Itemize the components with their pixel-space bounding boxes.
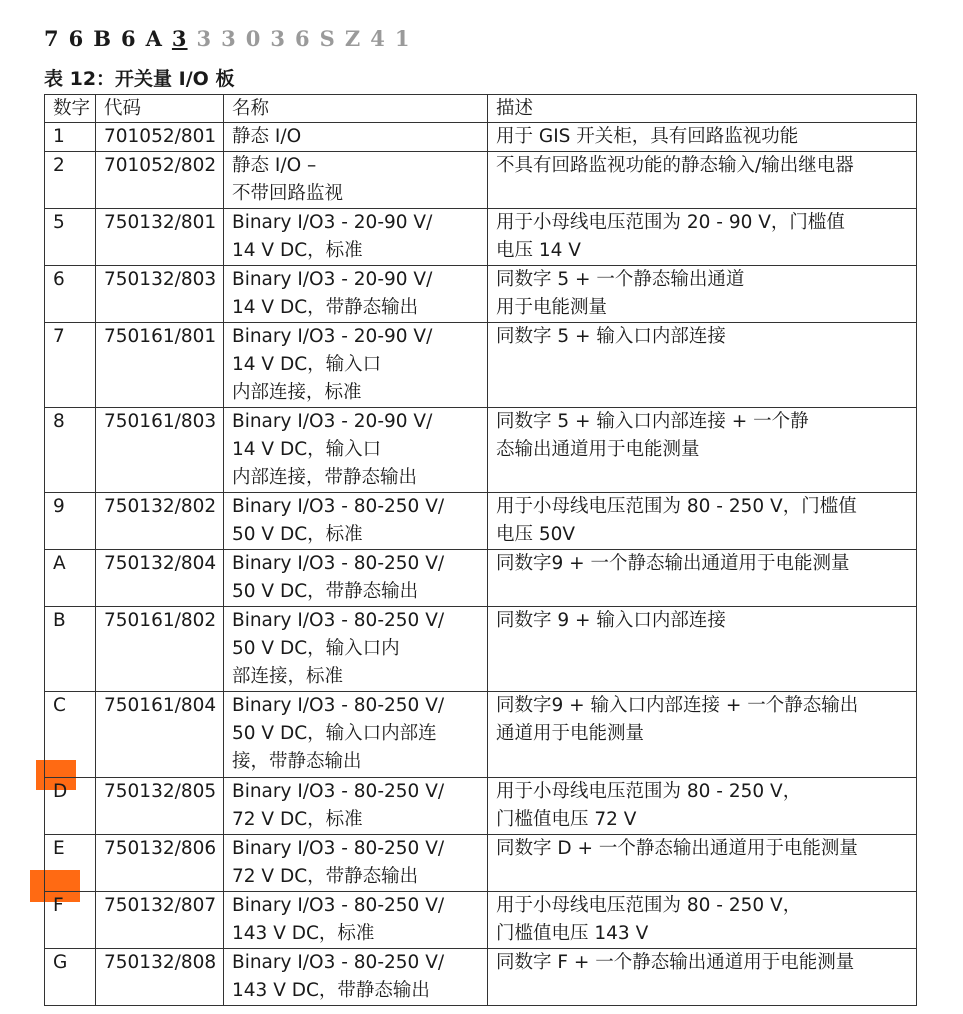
cell-code: [96, 123, 224, 152]
header-name: 名称: [224, 95, 488, 123]
table-row: [45, 778, 917, 835]
table-row: [45, 692, 917, 778]
code-text: 750132/807: [104, 895, 217, 916]
description-line: 同数字 5 + 输入口内部连接 + 一个静: [496, 411, 809, 432]
code-text: 750161/801: [104, 326, 217, 347]
table-row: [45, 266, 917, 323]
table-row: [45, 323, 917, 408]
cell-description: [488, 123, 917, 152]
cell-digit: [45, 209, 96, 266]
digit-text: 1: [53, 126, 65, 147]
order-code-pending-char: 3: [270, 26, 287, 51]
cell-description: [488, 692, 917, 778]
order-code-char: 6: [68, 26, 85, 51]
cell-name: [224, 949, 488, 1006]
description-line: 态输出通道用于电能测量: [496, 439, 700, 460]
order-code-pending-char: 0: [245, 26, 262, 51]
table-row: [45, 550, 917, 607]
name-line: Binary I/O3 - 20-90 V/: [232, 269, 433, 290]
name-line: 14 V DC，输入口: [232, 439, 382, 460]
description-line: 同数字 5 + 一个静态输出通道: [496, 269, 745, 290]
digit-text: B: [53, 610, 66, 631]
name-line: Binary I/O3 - 80-250 V/: [232, 781, 445, 802]
cell-description: [488, 408, 917, 493]
digit-text: F: [53, 895, 64, 916]
cell-digit: [45, 123, 96, 152]
code-text: 750132/806: [104, 838, 217, 859]
code-text: 750132/805: [104, 781, 217, 802]
cell-digit: [45, 949, 96, 1006]
table-row: [45, 835, 917, 892]
name-line: 内部连接，标准: [232, 382, 362, 403]
digit-text: E: [53, 838, 65, 859]
description-line: 用于小母线电压范围为 80 - 250 V，门槛值: [496, 496, 857, 517]
cell-digit: [45, 493, 96, 550]
cell-code: [96, 607, 224, 692]
digit-text: 7: [53, 326, 65, 347]
digit-text: A: [53, 553, 66, 574]
name-line: 50 V DC，带静态输出: [232, 581, 419, 602]
binary-io-table: [44, 94, 917, 1006]
name-line: Binary I/O3 - 80-250 V/: [232, 695, 445, 716]
cell-description: [488, 266, 917, 323]
description-line: 电压 50V: [496, 524, 576, 545]
name-line: Binary I/O3 - 20-90 V/: [232, 212, 433, 233]
description-line: 用于小母线电压范围为 80 - 250 V，: [496, 781, 802, 802]
header-code: 代码: [96, 95, 224, 123]
description-line: 电压 14 V: [496, 240, 581, 261]
cell-code: [96, 550, 224, 607]
description-line: 同数字 F + 一个静态输出通道用于电能测量: [496, 952, 855, 973]
order-code-pending-char: 3: [221, 26, 237, 51]
description-line: 用于 GIS 开关柜，具有回路监视功能: [496, 126, 799, 147]
name-line: 50 V DC，标准: [232, 524, 363, 545]
name-line: 50 V DC，输入口内: [232, 638, 400, 659]
digit-text: 5: [53, 212, 65, 233]
cell-name: [224, 408, 488, 493]
description-line: 同数字 D + 一个静态输出通道用于电能测量: [496, 838, 858, 859]
code-text: 750161/804: [104, 695, 217, 716]
description-line: 用于小母线电压范围为 80 - 250 V，: [496, 895, 802, 916]
name-line: Binary I/O3 - 80-250 V/: [232, 895, 445, 916]
cell-name: [224, 123, 488, 152]
table-header-row: [45, 95, 917, 123]
digit-text: G: [53, 952, 68, 973]
description-line: 用于电能测量: [496, 297, 608, 318]
description-line: 同数字 5 + 输入口内部连接: [496, 326, 726, 347]
table-title: 表 12：开关量 I/O 板: [44, 68, 235, 90]
table-row: [45, 408, 917, 493]
table-row: [45, 152, 917, 209]
code-text: 750132/808: [104, 952, 217, 973]
description-line: 同数字9 + 一个静态输出通道用于电能测量: [496, 553, 850, 574]
order-code-char: 7: [44, 26, 60, 51]
order-code-char: A: [145, 26, 163, 51]
description-line: 同数字9 + 输入口内部连接 + 一个静态输出: [496, 695, 859, 716]
digit-text: 8: [53, 411, 65, 432]
code-text: 701052/802: [104, 155, 217, 176]
digit-text: D: [53, 781, 68, 802]
code-text: 750132/803: [104, 269, 217, 290]
cell-code: [96, 892, 224, 949]
cell-digit: [45, 152, 96, 209]
name-line: Binary I/O3 - 80-250 V/: [232, 496, 445, 517]
cell-code: [96, 493, 224, 550]
name-line: 静态 I/O: [232, 126, 302, 147]
cell-name: [224, 692, 488, 778]
cell-code: [96, 835, 224, 892]
name-line: Binary I/O3 - 80-250 V/: [232, 610, 445, 631]
cell-description: [488, 323, 917, 408]
digit-text: 6: [53, 269, 65, 290]
description-line: 同数字 9 + 输入口内部连接: [496, 610, 726, 631]
cell-name: [224, 209, 488, 266]
cell-description: [488, 892, 917, 949]
name-line: 14 V DC，标准: [232, 240, 363, 261]
name-line: 72 V DC，带静态输出: [232, 866, 419, 887]
cell-description: [488, 209, 917, 266]
order-code: [44, 26, 410, 51]
name-line: 50 V DC，输入口内部连: [232, 723, 437, 744]
code-text: 750161/803: [104, 411, 217, 432]
code-text: 750161/802: [104, 610, 217, 631]
cell-name: [224, 266, 488, 323]
name-line: Binary I/O3 - 80-250 V/: [232, 553, 445, 574]
name-line: 14 V DC，输入口: [232, 354, 382, 375]
description-line: 用于小母线电压范围为 20 - 90 V，门槛值: [496, 212, 845, 233]
order-code-pending-char: Z: [344, 26, 362, 51]
name-line: 接，带静态输出: [232, 751, 362, 772]
name-line: Binary I/O3 - 80-250 V/: [232, 838, 445, 859]
cell-name: [224, 152, 488, 209]
cell-digit: [45, 550, 96, 607]
name-line: 143 V DC，带静态输出: [232, 980, 430, 1001]
order-code-selected-char: 3: [171, 26, 188, 51]
description-line: 门槛值电压 72 V: [496, 809, 637, 830]
name-line: Binary I/O3 - 20-90 V/: [232, 326, 433, 347]
code-text: 750132/804: [104, 553, 217, 574]
header-digit: 数字: [45, 95, 96, 123]
description-line: 门槛值电压 143 V: [496, 923, 649, 944]
name-line: 14 V DC，带静态输出: [232, 297, 419, 318]
code-text: 750132/801: [104, 212, 217, 233]
cell-code: [96, 266, 224, 323]
table-body: [45, 123, 917, 1006]
table-row: [45, 209, 917, 266]
cell-code: [96, 778, 224, 835]
cell-code: [96, 152, 224, 209]
cell-description: [488, 607, 917, 692]
order-code-pending-char: S: [319, 26, 336, 51]
cell-code: [96, 323, 224, 408]
cell-digit: [45, 778, 96, 835]
digit-text: 9: [53, 496, 65, 517]
cell-digit: [45, 692, 96, 778]
cell-code: [96, 692, 224, 778]
name-line: 72 V DC，标准: [232, 809, 363, 830]
name-line: Binary I/O3 - 20-90 V/: [232, 411, 433, 432]
digit-text: 2: [53, 155, 65, 176]
cell-name: [224, 835, 488, 892]
cell-description: [488, 550, 917, 607]
cell-name: [224, 323, 488, 408]
cell-name: [224, 550, 488, 607]
order-code-char: B: [93, 26, 112, 51]
code-text: 750132/802: [104, 496, 217, 517]
cell-digit: [45, 835, 96, 892]
description-line: 通道用于电能测量: [496, 723, 645, 744]
order-code-pending-char: 4: [370, 26, 386, 51]
order-code-pending-char: 6: [295, 26, 311, 51]
table-row: [45, 607, 917, 692]
cell-name: [224, 778, 488, 835]
cell-description: [488, 949, 917, 1006]
cell-name: [224, 607, 488, 692]
table-row: [45, 123, 917, 152]
order-code-pending-char: 1: [394, 26, 411, 51]
cell-digit: [45, 408, 96, 493]
name-line: 不带回路监视: [232, 183, 344, 204]
cell-description: [488, 835, 917, 892]
table-row: [45, 949, 917, 1006]
cell-description: [488, 778, 917, 835]
cell-name: [224, 892, 488, 949]
cell-digit: [45, 607, 96, 692]
digit-text: C: [53, 695, 66, 716]
header-description: 描述: [488, 95, 917, 123]
name-line: 部连接，标准: [232, 666, 344, 687]
table-row: [45, 892, 917, 949]
table-row: [45, 493, 917, 550]
cell-code: [96, 209, 224, 266]
cell-code: [96, 949, 224, 1006]
name-line: 143 V DC，标准: [232, 923, 375, 944]
name-line: 静态 I/O –: [232, 155, 317, 176]
order-code-pending-char: 3: [196, 26, 213, 51]
cell-description: [488, 152, 917, 209]
cell-code: [96, 408, 224, 493]
code-text: 701052/801: [104, 126, 217, 147]
cell-digit: [45, 892, 96, 949]
name-line: 内部连接，带静态输出: [232, 467, 418, 488]
cell-description: [488, 493, 917, 550]
name-line: Binary I/O3 - 80-250 V/: [232, 952, 445, 973]
cell-digit: [45, 266, 96, 323]
cell-digit: [45, 323, 96, 408]
order-code-char: 6: [121, 26, 137, 51]
description-line: 不具有回路监视功能的静态输入/输出继电器: [496, 155, 854, 176]
cell-name: [224, 493, 488, 550]
